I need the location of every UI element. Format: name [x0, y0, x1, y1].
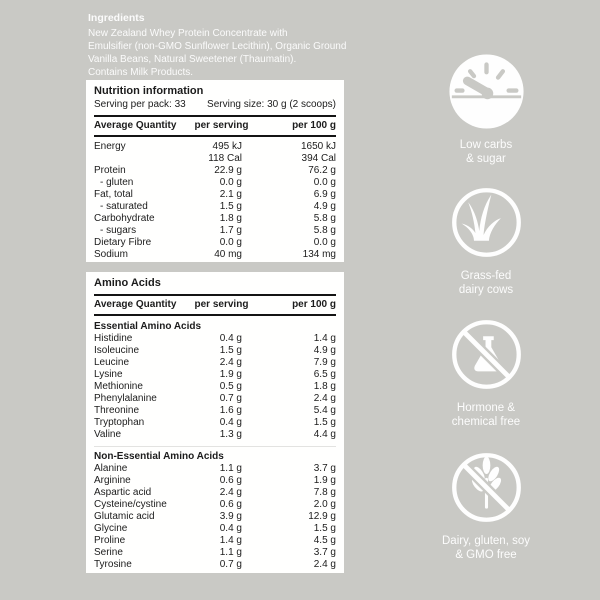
divider-rule — [94, 115, 336, 117]
value-per-serving: 1.3 g — [219, 429, 242, 440]
amino-section-title: Non-Essential Amino Acids — [94, 446, 336, 463]
table-row — [94, 559, 336, 571]
badge-label — [459, 269, 513, 297]
value-per-serving: 1.6 g — [219, 405, 242, 416]
value-per-serving: 0.7 g — [219, 393, 242, 404]
value-per-100g: 7.9 g — [313, 357, 336, 368]
value-per-serving: 0.4 g — [219, 523, 242, 534]
badge-label-line: Hormone & — [456, 402, 516, 414]
row-label: - gluten — [100, 177, 134, 188]
value-per-100g: 5.4 g — [313, 405, 336, 416]
badge-grass-fed — [427, 184, 545, 297]
badge-label — [460, 138, 512, 166]
value-per-serving: 2.4 g — [219, 487, 242, 498]
amino-table-header — [94, 297, 336, 313]
value-per-100g: 4.9 g — [313, 345, 336, 356]
value-per-serving: 118 Cal — [208, 153, 242, 164]
row-label: Lysine — [94, 369, 123, 380]
column-header-quantity: Average Quantity — [94, 120, 177, 131]
value-per-serving: 1.4 g — [219, 535, 242, 546]
table-row — [94, 429, 336, 441]
badge-label-line: chemical free — [451, 416, 521, 428]
value-per-100g: 0.0 g — [313, 237, 336, 248]
table-row — [94, 141, 336, 153]
row-label: Cysteine/cystine — [94, 499, 167, 510]
table-row — [94, 225, 336, 237]
badge-hormone-free — [427, 316, 545, 429]
table-row — [94, 237, 336, 249]
badge-allergen-free — [427, 449, 545, 562]
column-header-per-serving: per serving — [194, 120, 249, 131]
value-per-100g: 394 Cal — [301, 153, 336, 164]
nutrition-table-header — [94, 118, 336, 134]
divider-rule — [94, 135, 336, 137]
table-row — [94, 381, 336, 393]
badge-label — [442, 534, 530, 562]
value-per-100g: 6.9 g — [313, 189, 336, 200]
table-row — [94, 369, 336, 381]
value-per-100g: 76.2 g — [308, 165, 336, 176]
table-row — [94, 189, 336, 201]
row-label: Glycine — [94, 523, 128, 534]
table-row — [94, 475, 336, 487]
value-per-serving: 1.7 g — [219, 225, 242, 236]
badge-label-line: dairy cows — [458, 284, 514, 296]
table-row — [94, 547, 336, 559]
value-per-serving: 0.0 g — [219, 177, 242, 188]
row-label: Phenylalanine — [94, 393, 157, 404]
value-per-100g: 134 mg — [302, 249, 336, 260]
grass-icon — [448, 184, 525, 261]
value-per-serving: 0.4 g — [219, 333, 242, 344]
badge-label-line: Dairy, gluten, soy — [442, 535, 530, 547]
badge-low-carbs — [427, 53, 545, 166]
value-per-100g: 1.9 g — [313, 475, 336, 486]
serving-per-pack: Serving per pack: 33 — [94, 99, 186, 110]
table-row — [94, 463, 336, 475]
value-per-serving: 1.5 g — [219, 201, 242, 212]
value-per-100g: 4.4 g — [313, 429, 336, 440]
row-label: Carbohydrate — [94, 213, 155, 224]
value-per-serving: 0.0 g — [219, 237, 242, 248]
badge-label — [452, 401, 520, 429]
table-row — [94, 345, 336, 357]
badge-label-line: Grass-fed — [460, 270, 512, 282]
divider-rule — [94, 294, 336, 296]
row-label: Serine — [94, 547, 123, 558]
amino-acids-panel — [86, 272, 344, 573]
amino-title: Amino Acids — [94, 277, 161, 289]
row-label: Aspartic acid — [94, 487, 152, 498]
value-per-100g: 1.4 g — [313, 333, 336, 344]
value-per-serving: 2.1 g — [219, 189, 242, 200]
divider-rule — [94, 314, 336, 316]
table-row — [94, 153, 336, 165]
badge-label-line: Low carbs — [459, 139, 513, 151]
value-per-serving: 0.6 g — [219, 475, 242, 486]
value-per-100g: 5.8 g — [313, 213, 336, 224]
row-label: Methionine — [94, 381, 143, 392]
row-label: Isoleucine — [94, 345, 140, 356]
no-flask-icon — [448, 316, 525, 393]
table-row — [94, 535, 336, 547]
value-per-100g: 4.9 g — [313, 201, 336, 212]
no-wheat-icon — [448, 449, 525, 526]
value-per-100g: 7.8 g — [313, 487, 336, 498]
column-header-quantity: Average Quantity — [94, 299, 177, 310]
value-per-serving: 0.4 g — [219, 417, 242, 428]
value-per-100g: 1.8 g — [313, 381, 336, 392]
badge-label-line: & sugar — [466, 153, 506, 165]
row-label: Leucine — [94, 357, 130, 368]
table-row — [94, 405, 336, 417]
row-label: Proline — [94, 535, 126, 546]
row-label: Tyrosine — [94, 559, 132, 570]
value-per-100g: 3.7 g — [313, 463, 336, 474]
column-header-per-100g: per 100 g — [292, 120, 336, 131]
ingredients-section — [88, 12, 388, 79]
value-per-100g: 1650 kJ — [300, 141, 336, 152]
row-label: Histidine — [94, 333, 133, 344]
row-label: Dietary Fibre — [94, 237, 152, 248]
value-per-100g: 3.7 g — [313, 547, 336, 558]
row-label: Tryptophan — [94, 417, 145, 428]
ingredients-title: Ingredients — [88, 12, 145, 24]
value-per-serving: 3.9 g — [219, 511, 242, 522]
table-row — [94, 499, 336, 511]
table-row — [94, 249, 336, 261]
nutrition-panel — [86, 80, 344, 262]
table-row — [94, 417, 336, 429]
value-per-serving: 495 kJ — [212, 141, 242, 152]
row-label: Protein — [94, 165, 126, 176]
serving-info-row — [94, 99, 336, 111]
value-per-serving: 1.1 g — [219, 463, 242, 474]
table-row — [94, 201, 336, 213]
table-row — [94, 523, 336, 535]
value-per-100g: 12.9 g — [308, 511, 336, 522]
value-per-serving: 40 mg — [214, 249, 242, 260]
nutrition-title: Nutrition information — [94, 85, 204, 97]
value-per-100g: 2.0 g — [313, 499, 336, 510]
value-per-100g: 4.5 g — [313, 535, 336, 546]
value-per-serving: 0.5 g — [219, 381, 242, 392]
table-row — [94, 177, 336, 189]
column-header-per-100g: per 100 g — [292, 299, 336, 310]
row-label: Arginine — [94, 475, 131, 486]
row-label: Glutamic acid — [94, 511, 155, 522]
ingredients-text: New Zealand Whey Protein Concentrate with Emulsifier (non-GMO Sunflower Lecithin), Organic Ground Vanilla Beans, Natural Sweetener (Thaumatin). Contains Milk Products. — [88, 28, 347, 78]
value-per-serving: 1.9 g — [219, 369, 242, 380]
row-label: - sugars — [100, 225, 137, 236]
table-row — [94, 213, 336, 225]
row-label: Energy — [94, 141, 126, 152]
row-label: - saturated — [100, 201, 148, 212]
table-row — [94, 393, 336, 405]
row-label: Sodium — [94, 249, 128, 260]
value-per-100g: 6.5 g — [313, 369, 336, 380]
serving-size: Serving size: 30 g (2 scoops) — [207, 99, 336, 110]
value-per-serving: 1.5 g — [219, 345, 242, 356]
amino-section-title: Essential Amino Acids — [94, 321, 202, 332]
value-per-serving: 0.6 g — [219, 499, 242, 510]
table-row — [94, 333, 336, 345]
column-header-per-serving: per serving — [194, 299, 249, 310]
amino-table-body — [94, 320, 336, 571]
value-per-100g: 0.0 g — [313, 177, 336, 188]
value-per-serving: 22.9 g — [214, 165, 242, 176]
value-per-100g: 1.5 g — [313, 417, 336, 428]
row-label: Alanine — [94, 463, 128, 474]
row-label: Valine — [94, 429, 122, 440]
value-per-serving: 1.8 g — [219, 213, 242, 224]
badge-label-line: & GMO free — [455, 549, 517, 561]
value-per-serving: 0.7 g — [219, 559, 242, 570]
table-row — [94, 165, 336, 177]
value-per-serving: 1.1 g — [219, 547, 242, 558]
value-per-100g: 2.4 g — [313, 393, 336, 404]
value-per-100g: 2.4 g — [313, 559, 336, 570]
value-per-100g: 5.8 g — [313, 225, 336, 236]
table-row — [94, 487, 336, 499]
row-label: Fat, total — [94, 189, 133, 200]
value-per-100g: 1.5 g — [313, 523, 336, 534]
value-per-serving: 2.4 g — [219, 357, 242, 368]
table-row — [94, 511, 336, 523]
row-label — [94, 153, 170, 165]
gauge-icon — [448, 53, 525, 130]
nutrition-table-body — [94, 141, 336, 261]
row-label: Threonine — [94, 405, 140, 416]
table-row — [94, 357, 336, 369]
